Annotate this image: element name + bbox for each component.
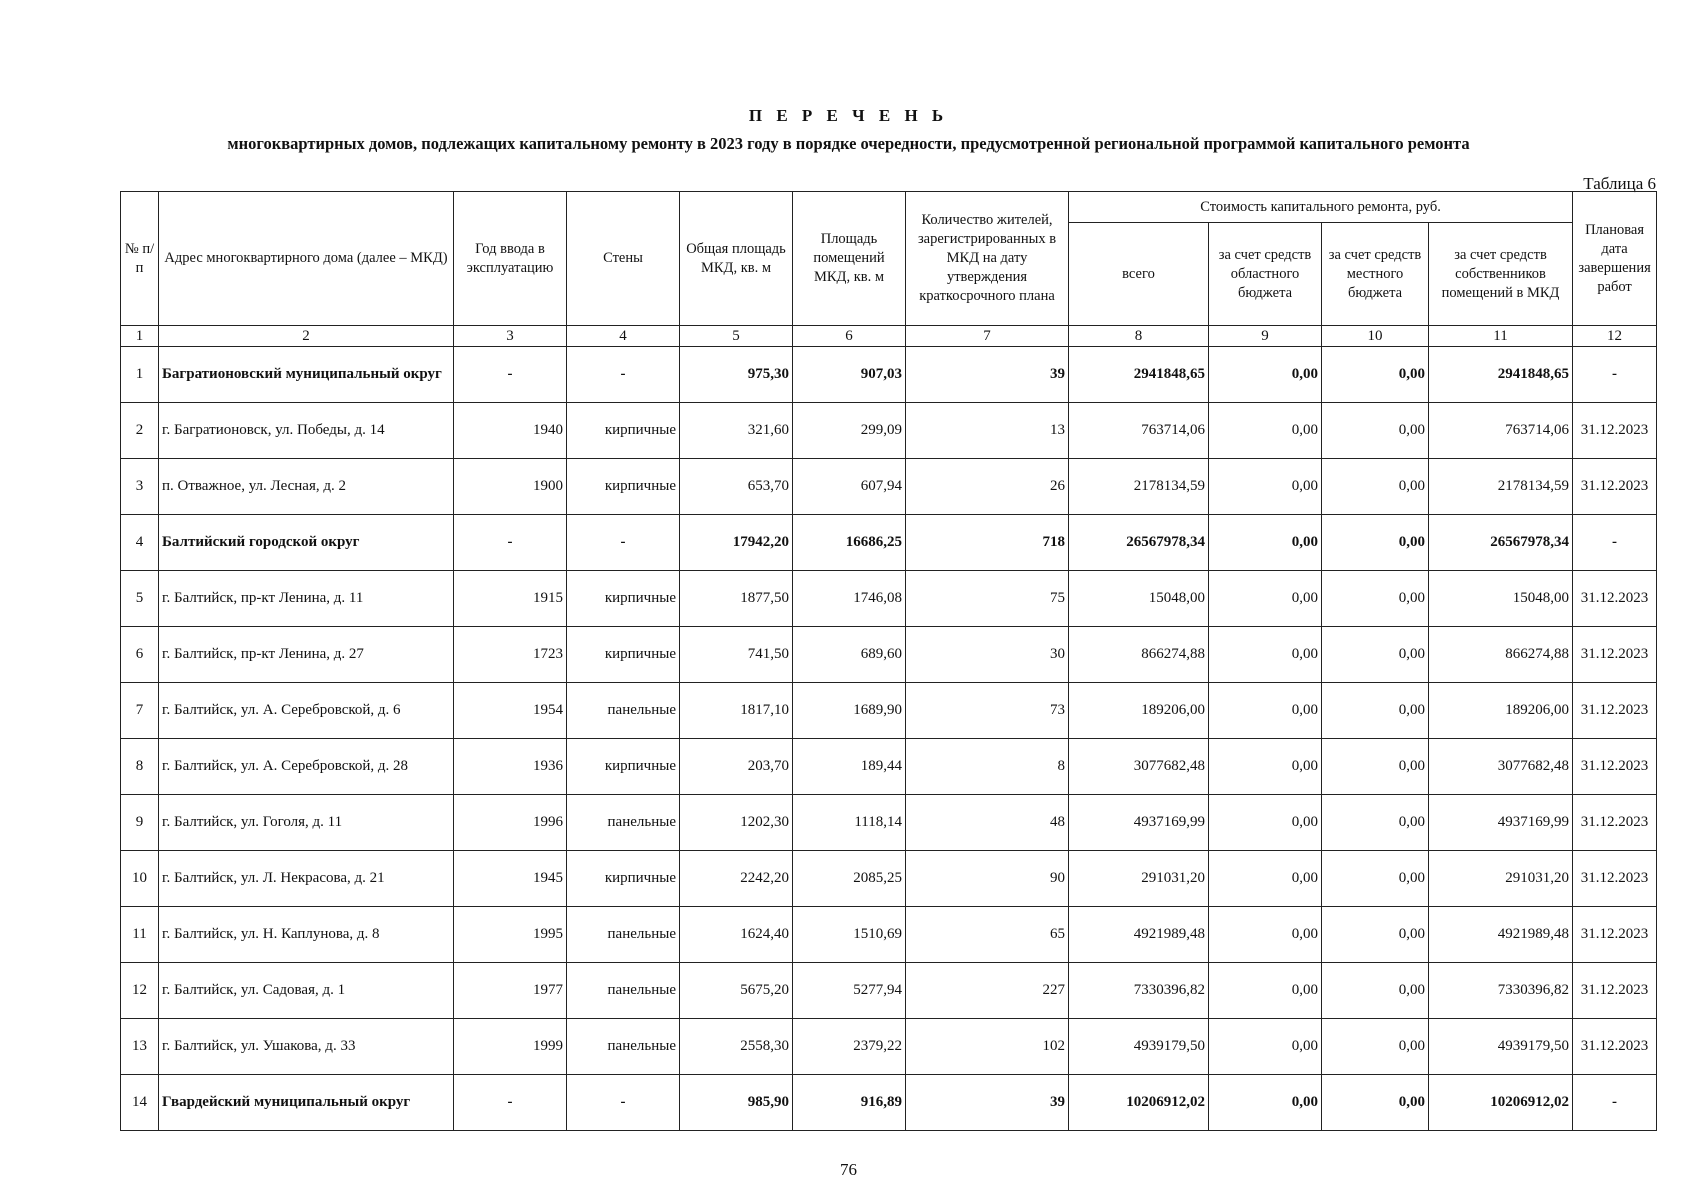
cell-cost-regional: 0,00	[1209, 403, 1322, 459]
cell-year: 1954	[454, 683, 567, 739]
cell-walls: -	[567, 1075, 680, 1131]
cell-cost-local: 0,00	[1322, 683, 1429, 739]
repair-list-table	[120, 191, 1657, 1131]
cell-year: 1995	[454, 907, 567, 963]
cell-cost-owners: 15048,00	[1429, 571, 1573, 627]
cell-year: 1996	[454, 795, 567, 851]
cell-address: Багратионовский муниципальный округ	[159, 347, 454, 403]
cell-walls: кирпичные	[567, 627, 680, 683]
cell-year: 1936	[454, 739, 567, 795]
cell-cost-owners: 866274,88	[1429, 627, 1573, 683]
column-number: 7	[906, 326, 1069, 347]
cell-premises-area: 689,60	[793, 627, 906, 683]
cell-premises-area: 607,94	[793, 459, 906, 515]
col-header-cost-group: Стоимость капитального ремонта, руб.	[1069, 192, 1573, 223]
cell-cost-local: 0,00	[1322, 459, 1429, 515]
cell-cost-total: 763714,06	[1069, 403, 1209, 459]
cell-cost-owners: 291031,20	[1429, 851, 1573, 907]
cell-residents: 718	[906, 515, 1069, 571]
cell-cost-regional: 0,00	[1209, 963, 1322, 1019]
cell-total-area: 975,30	[680, 347, 793, 403]
table-row	[121, 347, 1657, 403]
cell-cost-regional: 0,00	[1209, 1075, 1322, 1131]
cell-premises-area: 916,89	[793, 1075, 906, 1131]
cell-cost-regional: 0,00	[1209, 459, 1322, 515]
cell-cost-total: 4939179,50	[1069, 1019, 1209, 1075]
cell-cost-owners: 3077682,48	[1429, 739, 1573, 795]
cell-num: 7	[121, 683, 159, 739]
col-header-cost-regional: за счет средств областного бюджета	[1209, 223, 1322, 326]
cell-cost-local: 0,00	[1322, 851, 1429, 907]
table-row	[121, 403, 1657, 459]
cell-completion: 31.12.2023	[1573, 459, 1657, 515]
cell-walls: панельные	[567, 907, 680, 963]
cell-completion: -	[1573, 1075, 1657, 1131]
cell-cost-local: 0,00	[1322, 1075, 1429, 1131]
cell-cost-total: 189206,00	[1069, 683, 1209, 739]
cell-cost-regional: 0,00	[1209, 627, 1322, 683]
table-row	[121, 963, 1657, 1019]
cell-total-area: 203,70	[680, 739, 793, 795]
col-header-address: Адрес многоквартирного дома (далее – МКД)	[159, 192, 454, 326]
cell-total-area: 5675,20	[680, 963, 793, 1019]
col-header-walls: Стены	[567, 192, 680, 326]
cell-total-area: 741,50	[680, 627, 793, 683]
cell-num: 11	[121, 907, 159, 963]
cell-address: г. Багратионовск, ул. Победы, д. 14	[159, 403, 454, 459]
table-row	[121, 1019, 1657, 1075]
cell-premises-area: 1118,14	[793, 795, 906, 851]
cell-cost-local: 0,00	[1322, 1019, 1429, 1075]
cell-total-area: 1877,50	[680, 571, 793, 627]
cell-year: 1915	[454, 571, 567, 627]
cell-cost-local: 0,00	[1322, 795, 1429, 851]
col-header-completion: Плановая дата завершения работ	[1573, 192, 1657, 326]
cell-total-area: 985,90	[680, 1075, 793, 1131]
cell-cost-regional: 0,00	[1209, 515, 1322, 571]
cell-total-area: 653,70	[680, 459, 793, 515]
column-number: 5	[680, 326, 793, 347]
cell-walls: панельные	[567, 1019, 680, 1075]
column-number: 4	[567, 326, 680, 347]
cell-completion: -	[1573, 347, 1657, 403]
cell-address: г. Балтийск, ул. А. Серебровской, д. 28	[159, 739, 454, 795]
cell-num: 5	[121, 571, 159, 627]
cell-total-area: 1624,40	[680, 907, 793, 963]
cell-cost-owners: 763714,06	[1429, 403, 1573, 459]
cell-cost-regional: 0,00	[1209, 683, 1322, 739]
cell-walls: -	[567, 347, 680, 403]
cell-premises-area: 1746,08	[793, 571, 906, 627]
cell-walls: кирпичные	[567, 739, 680, 795]
cell-address: п. Отважное, ул. Лесная, д. 2	[159, 459, 454, 515]
cell-address: г. Балтийск, ул. Н. Каплунова, д. 8	[159, 907, 454, 963]
cell-cost-local: 0,00	[1322, 403, 1429, 459]
cell-cost-local: 0,00	[1322, 739, 1429, 795]
cell-year: 1999	[454, 1019, 567, 1075]
cell-cost-total: 7330396,82	[1069, 963, 1209, 1019]
cell-num: 9	[121, 795, 159, 851]
table-row	[121, 459, 1657, 515]
cell-premises-area: 1689,90	[793, 683, 906, 739]
cell-cost-owners: 2178134,59	[1429, 459, 1573, 515]
cell-completion: 31.12.2023	[1573, 403, 1657, 459]
cell-completion: 31.12.2023	[1573, 683, 1657, 739]
cell-cost-total: 2178134,59	[1069, 459, 1209, 515]
cell-cost-owners: 26567978,34	[1429, 515, 1573, 571]
cell-completion: 31.12.2023	[1573, 907, 1657, 963]
cell-completion: 31.12.2023	[1573, 739, 1657, 795]
cell-cost-regional: 0,00	[1209, 851, 1322, 907]
cell-year: 1900	[454, 459, 567, 515]
cell-cost-total: 2941848,65	[1069, 347, 1209, 403]
cell-year: 1723	[454, 627, 567, 683]
cell-completion: -	[1573, 515, 1657, 571]
cell-address: г. Балтийск, ул. Ушакова, д. 33	[159, 1019, 454, 1075]
cell-cost-local: 0,00	[1322, 627, 1429, 683]
column-number: 11	[1429, 326, 1573, 347]
cell-residents: 65	[906, 907, 1069, 963]
cell-cost-total: 866274,88	[1069, 627, 1209, 683]
col-header-cost-local: за счет средств местного бюджета	[1322, 223, 1429, 326]
cell-premises-area: 2085,25	[793, 851, 906, 907]
cell-cost-owners: 7330396,82	[1429, 963, 1573, 1019]
cell-residents: 90	[906, 851, 1069, 907]
cell-cost-owners: 10206912,02	[1429, 1075, 1573, 1131]
cell-total-area: 321,60	[680, 403, 793, 459]
cell-completion: 31.12.2023	[1573, 571, 1657, 627]
cell-address: г. Балтийск, ул. Л. Некрасова, д. 21	[159, 851, 454, 907]
cell-walls: кирпичные	[567, 403, 680, 459]
column-number: 9	[1209, 326, 1322, 347]
table-row	[121, 571, 1657, 627]
cell-residents: 39	[906, 1075, 1069, 1131]
cell-walls: -	[567, 515, 680, 571]
cell-address: Балтийский городской округ	[159, 515, 454, 571]
cell-num: 13	[121, 1019, 159, 1075]
cell-address: г. Балтийск, пр-кт Ленина, д. 11	[159, 571, 454, 627]
table-row	[121, 739, 1657, 795]
cell-premises-area: 907,03	[793, 347, 906, 403]
col-header-num: № п/п	[121, 192, 159, 326]
cell-premises-area: 2379,22	[793, 1019, 906, 1075]
cell-cost-total: 15048,00	[1069, 571, 1209, 627]
cell-residents: 73	[906, 683, 1069, 739]
cell-address: Гвардейский муниципальный округ	[159, 1075, 454, 1131]
col-header-premises-area: Площадь помещений МКД, кв. м	[793, 192, 906, 326]
table-row	[121, 907, 1657, 963]
cell-walls: кирпичные	[567, 459, 680, 515]
document-title: П Е Р Е Ч Е Н Ь	[748, 106, 949, 125]
page-number: 76	[840, 1160, 857, 1179]
cell-year: -	[454, 515, 567, 571]
cell-completion: 31.12.2023	[1573, 851, 1657, 907]
cell-walls: кирпичные	[567, 851, 680, 907]
col-header-total-area: Общая площадь МКД, кв. м	[680, 192, 793, 326]
cell-cost-regional: 0,00	[1209, 571, 1322, 627]
cell-total-area: 1202,30	[680, 795, 793, 851]
cell-residents: 13	[906, 403, 1069, 459]
cell-residents: 75	[906, 571, 1069, 627]
cell-walls: панельные	[567, 795, 680, 851]
table-row	[121, 627, 1657, 683]
column-number: 12	[1573, 326, 1657, 347]
cell-cost-total: 291031,20	[1069, 851, 1209, 907]
cell-cost-local: 0,00	[1322, 963, 1429, 1019]
cell-residents: 8	[906, 739, 1069, 795]
cell-num: 1	[121, 347, 159, 403]
cell-cost-regional: 0,00	[1209, 1019, 1322, 1075]
cell-year: 1940	[454, 403, 567, 459]
column-number: 3	[454, 326, 567, 347]
cell-address: г. Балтийск, ул. Гоголя, д. 11	[159, 795, 454, 851]
table-row	[121, 795, 1657, 851]
cell-residents: 48	[906, 795, 1069, 851]
table-row	[121, 515, 1657, 571]
cell-num: 3	[121, 459, 159, 515]
cell-year: -	[454, 1075, 567, 1131]
column-number-row	[121, 326, 1657, 347]
col-header-residents: Количество жителей, зарегистрированных в МКД на дату утверждения краткосрочного плана	[906, 192, 1069, 326]
column-number: 1	[121, 326, 159, 347]
cell-residents: 102	[906, 1019, 1069, 1075]
cell-premises-area: 1510,69	[793, 907, 906, 963]
cell-cost-owners: 189206,00	[1429, 683, 1573, 739]
cell-walls: панельные	[567, 963, 680, 1019]
cell-completion: 31.12.2023	[1573, 627, 1657, 683]
cell-completion: 31.12.2023	[1573, 795, 1657, 851]
cell-cost-local: 0,00	[1322, 515, 1429, 571]
cell-premises-area: 299,09	[793, 403, 906, 459]
cell-total-area: 2242,20	[680, 851, 793, 907]
cell-walls: панельные	[567, 683, 680, 739]
cell-address: г. Балтийск, ул. А. Серебровской, д. 6	[159, 683, 454, 739]
cell-completion: 31.12.2023	[1573, 1019, 1657, 1075]
cell-cost-total: 4921989,48	[1069, 907, 1209, 963]
cell-cost-owners: 4939179,50	[1429, 1019, 1573, 1075]
cell-num: 2	[121, 403, 159, 459]
cell-cost-local: 0,00	[1322, 571, 1429, 627]
cell-address: г. Балтийск, пр-кт Ленина, д. 27	[159, 627, 454, 683]
cell-premises-area: 16686,25	[793, 515, 906, 571]
cell-year: 1977	[454, 963, 567, 1019]
cell-cost-regional: 0,00	[1209, 347, 1322, 403]
table-label: Таблица 6	[1583, 174, 1656, 193]
column-number: 8	[1069, 326, 1209, 347]
cell-premises-area: 5277,94	[793, 963, 906, 1019]
cell-residents: 26	[906, 459, 1069, 515]
cell-cost-owners: 2941848,65	[1429, 347, 1573, 403]
cell-num: 6	[121, 627, 159, 683]
cell-address: г. Балтийск, ул. Садовая, д. 1	[159, 963, 454, 1019]
cell-residents: 39	[906, 347, 1069, 403]
table-row	[121, 851, 1657, 907]
cell-cost-regional: 0,00	[1209, 739, 1322, 795]
cell-cost-owners: 4937169,99	[1429, 795, 1573, 851]
table-row	[121, 683, 1657, 739]
cell-cost-total: 3077682,48	[1069, 739, 1209, 795]
cell-cost-total: 4937169,99	[1069, 795, 1209, 851]
cell-cost-local: 0,00	[1322, 347, 1429, 403]
cell-cost-local: 0,00	[1322, 907, 1429, 963]
cell-num: 4	[121, 515, 159, 571]
table-body	[121, 347, 1657, 1131]
cell-cost-total: 26567978,34	[1069, 515, 1209, 571]
cell-residents: 227	[906, 963, 1069, 1019]
cell-num: 8	[121, 739, 159, 795]
column-number: 6	[793, 326, 906, 347]
cell-total-area: 17942,20	[680, 515, 793, 571]
table-row	[121, 1075, 1657, 1131]
cell-cost-owners: 4921989,48	[1429, 907, 1573, 963]
cell-cost-regional: 0,00	[1209, 795, 1322, 851]
cell-num: 10	[121, 851, 159, 907]
column-number: 10	[1322, 326, 1429, 347]
cell-num: 12	[121, 963, 159, 1019]
table-header	[121, 192, 1657, 347]
col-header-year: Год ввода в эксплуатацию	[454, 192, 567, 326]
cell-num: 14	[121, 1075, 159, 1131]
col-header-cost-total: всего	[1069, 223, 1209, 326]
cell-year: -	[454, 347, 567, 403]
cell-cost-total: 10206912,02	[1069, 1075, 1209, 1131]
cell-walls: кирпичные	[567, 571, 680, 627]
column-number: 2	[159, 326, 454, 347]
cell-cost-regional: 0,00	[1209, 907, 1322, 963]
cell-year: 1945	[454, 851, 567, 907]
document-subtitle: многоквартирных домов, подлежащих капитальному ремонту в 2023 году в порядке очередности, предусмотренной региональной программой капитального ремонта	[227, 134, 1470, 153]
cell-residents: 30	[906, 627, 1069, 683]
cell-premises-area: 189,44	[793, 739, 906, 795]
cell-total-area: 2558,30	[680, 1019, 793, 1075]
cell-completion: 31.12.2023	[1573, 963, 1657, 1019]
cell-total-area: 1817,10	[680, 683, 793, 739]
col-header-cost-owners: за счет средств собственников помещений в МКД	[1429, 223, 1573, 326]
